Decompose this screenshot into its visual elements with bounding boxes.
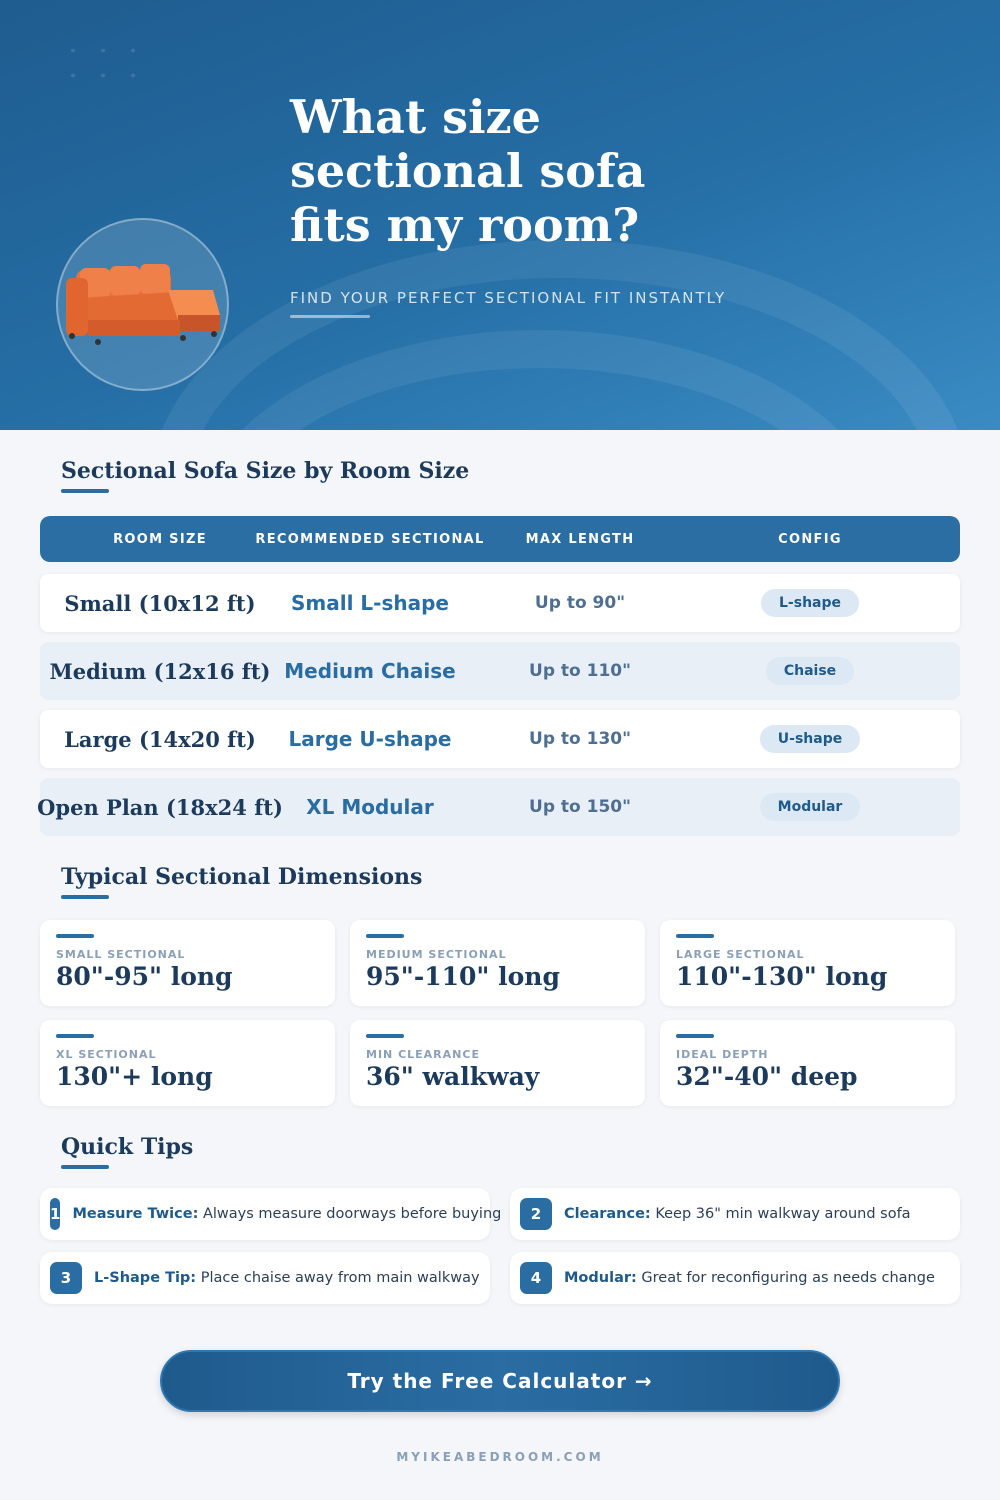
dimension-label: XL SECTIONAL bbox=[56, 1048, 157, 1061]
section-heading-room-size: Sectional Sofa Size by Room Size bbox=[61, 458, 470, 484]
table-row bbox=[40, 642, 960, 700]
tip-number: 2 bbox=[520, 1198, 552, 1230]
tip-title: L-Shape Tip: bbox=[94, 1270, 197, 1286]
footer-site: MYIKEABEDROOM.COM bbox=[396, 1450, 604, 1464]
table-row bbox=[40, 710, 960, 768]
dimension-card bbox=[350, 920, 645, 1006]
column-header: MAX LENGTH bbox=[525, 531, 635, 547]
tip-item bbox=[40, 1188, 502, 1240]
recommended-sectional: XL Modular bbox=[306, 795, 434, 819]
table-header bbox=[40, 516, 960, 562]
recommended-sectional: Small L-shape bbox=[291, 591, 449, 615]
section-heading-dimensions: Typical Sectional Dimensions bbox=[61, 864, 423, 890]
hero-banner bbox=[0, 0, 1000, 430]
max-length: Up to 110" bbox=[529, 661, 631, 681]
sofa-image bbox=[56, 218, 229, 391]
table-row bbox=[37, 778, 960, 836]
dimension-card bbox=[660, 920, 955, 1006]
tip-number: 3 bbox=[50, 1262, 82, 1294]
config-badge: U-shape bbox=[760, 725, 860, 753]
dimension-value: 130"+ long bbox=[56, 1062, 213, 1091]
max-length: Up to 130" bbox=[529, 729, 631, 749]
config-badge: Modular bbox=[760, 793, 861, 821]
dimension-value: 110"-130" long bbox=[676, 962, 888, 991]
room-size: Small (10x12 ft) bbox=[64, 590, 256, 616]
tip-item bbox=[40, 1252, 490, 1304]
tip-text: Place chaise away from main walkway bbox=[196, 1270, 480, 1286]
tip-text: Keep 36" min walkway around sofa bbox=[650, 1206, 911, 1222]
tip-text: Great for reconfiguring as needs change bbox=[636, 1270, 935, 1286]
recommended-sectional: Large U-shape bbox=[288, 727, 452, 751]
max-length: Up to 90" bbox=[534, 593, 626, 613]
heading-underline bbox=[61, 1165, 109, 1169]
tip-number: 4 bbox=[520, 1262, 552, 1294]
dimension-label: MEDIUM SECTIONAL bbox=[366, 948, 507, 961]
dimension-card bbox=[350, 1020, 645, 1106]
tip-title: Modular: bbox=[564, 1270, 637, 1286]
dimension-label: MIN CLEARANCE bbox=[366, 1048, 480, 1061]
dimension-card bbox=[40, 1020, 335, 1106]
dimension-value: 80"-95" long bbox=[56, 962, 233, 991]
dimension-card bbox=[40, 920, 335, 1006]
dimension-value: 32"-40" deep bbox=[676, 1062, 858, 1091]
tip-item bbox=[510, 1188, 960, 1240]
page-title: What size sectional sofa fits my room? bbox=[290, 90, 646, 252]
heading-underline bbox=[61, 895, 109, 899]
room-size: Open Plan (18x24 ft) bbox=[37, 794, 283, 820]
dimension-card bbox=[660, 1020, 955, 1106]
column-header: RECOMMENDED SECTIONAL bbox=[255, 531, 485, 547]
dimension-value: 95"-110" long bbox=[366, 962, 560, 991]
recommended-sectional: Medium Chaise bbox=[284, 659, 456, 683]
dimension-label: IDEAL DEPTH bbox=[676, 1048, 769, 1061]
table-row bbox=[40, 574, 960, 632]
dimension-label: SMALL SECTIONAL bbox=[56, 948, 186, 961]
decorative-dots bbox=[58, 38, 158, 93]
subtitle-underline bbox=[290, 315, 370, 318]
max-length: Up to 150" bbox=[529, 797, 631, 817]
tip-item bbox=[510, 1252, 960, 1304]
column-header: CONFIG bbox=[778, 531, 842, 547]
free-calculator-button[interactable]: Try the Free Calculator → bbox=[160, 1350, 840, 1412]
sofa-icon bbox=[58, 220, 231, 393]
dimension-value: 36" walkway bbox=[366, 1062, 540, 1091]
tip-text: Always measure doorways before buying bbox=[198, 1206, 502, 1222]
section-heading-tips: Quick Tips bbox=[61, 1134, 194, 1160]
tip-title: Measure Twice: bbox=[72, 1206, 199, 1222]
config-badge: L-shape bbox=[761, 589, 859, 617]
tip-number: 1 bbox=[50, 1198, 60, 1230]
column-header: ROOM SIZE bbox=[113, 531, 207, 547]
heading-underline bbox=[61, 489, 109, 493]
config-badge: Chaise bbox=[766, 657, 854, 685]
room-size: Medium (12x16 ft) bbox=[49, 658, 271, 684]
page-subtitle: FIND YOUR PERFECT SECTIONAL FIT INSTANTLY bbox=[290, 289, 727, 307]
tip-title: Clearance: bbox=[564, 1206, 651, 1222]
dimension-label: LARGE SECTIONAL bbox=[676, 948, 805, 961]
room-size: Large (14x20 ft) bbox=[64, 726, 256, 752]
